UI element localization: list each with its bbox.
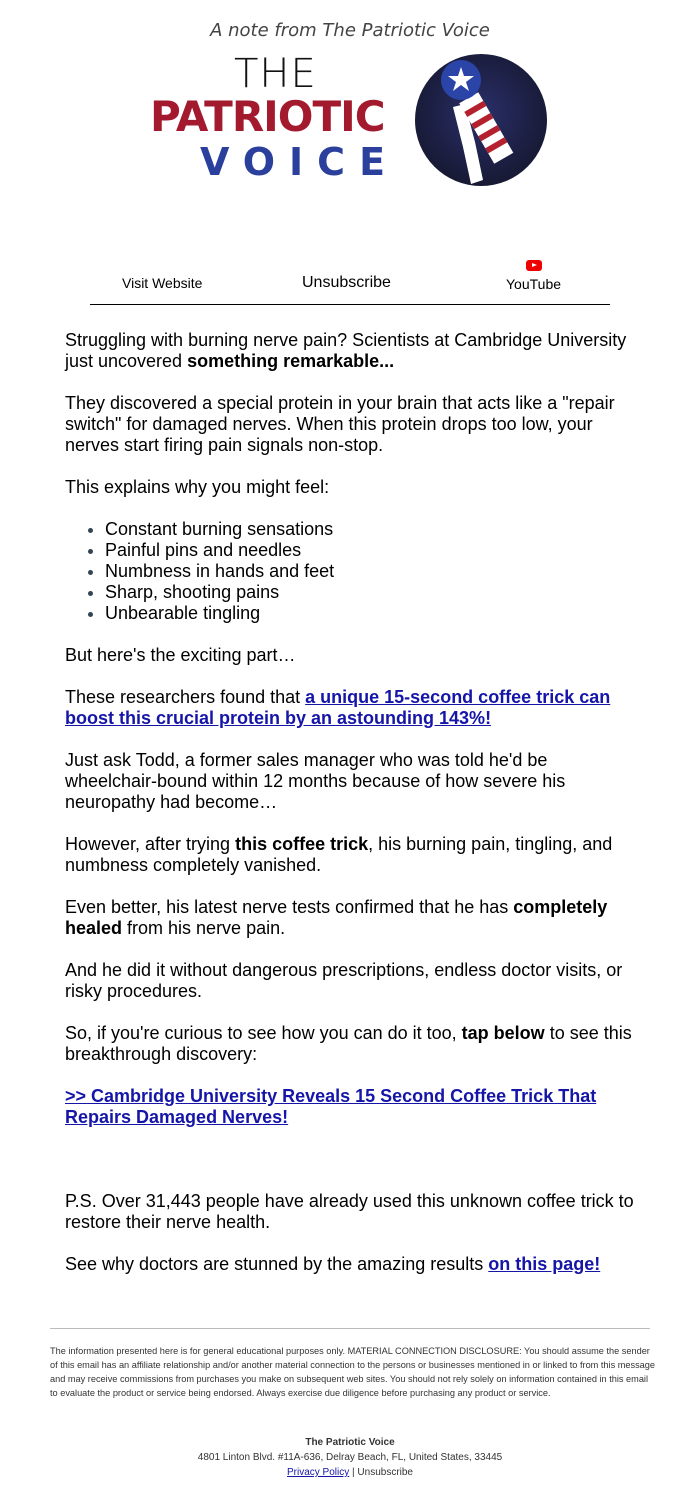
logo [148,51,552,186]
text: Struggling with burning nerve pain? Scientists at Cambridge University just uncovered [65,330,627,371]
paragraph [65,330,640,372]
paragraph: Just ask Todd, a former sales manager who was told he'd be wheelchair-bound within 12 months because of how severe his neuropathy had become… [65,750,566,812]
bold-text: something remarkable... [187,351,395,371]
on-this-page-link[interactable]: on this page! [488,1254,601,1274]
logo-voice: VOICE [200,140,400,184]
list-item: • Unbearable tingling [105,603,640,624]
cta-link[interactable]: >> Cambridge University Reveals 15 Second Coffee Trick That Repairs Damaged Nerves! [65,1086,597,1127]
email-body [65,330,640,1296]
text: See why doctors are stunned by the amazing results [65,1254,489,1274]
list-item: • Sharp, shooting pains [105,582,640,603]
footer-unsubscribe-link[interactable]: Unsubscribe [357,1467,413,1478]
tagline: A note from The Patriotic Voice [210,20,490,41]
address: 4801 Linton Blvd. #11A-636, Delray Beach, FL, United States, 33445 [197,1452,503,1463]
paragraph [65,687,640,729]
paragraph: But here's the exciting part… [65,645,296,665]
paragraph [65,897,640,939]
disclaimer: The information presented here is for general educational purposes only. MATERIAL CONNECTION DISCLOSURE: You should assume the sender of this email has an affiliate relationship and/or another material connection to the persons or businesses mentioned in or linked to from this message and may receive commissions from purchases you make on subsequent web sites. You should not rely solely on information contained in this email to evaluate the product or service being endorsed. Always exercise due diligence before purchasing any product or service. [50,1346,656,1398]
bold-text: this coffee trick [235,834,369,854]
paragraph [65,1086,640,1128]
ps-paragraph: P.S. Over 31,443 people have already used this unknown coffee trick to restore their nerve health. [65,1191,634,1232]
text: to see this breakthrough discovery: [65,1023,632,1064]
list-item: • Numbness in hands and feet [105,561,640,582]
text: So, if you're curious to see how you can do it too, [65,1023,462,1043]
bold-text: completely healed [65,897,608,938]
youtube-icon[interactable] [526,260,542,271]
footer [0,1435,700,1480]
paragraph [65,1023,640,1065]
unsubscribe-link[interactable]: Unsubscribe [302,274,391,291]
nav-bar [90,258,610,305]
separator: | [349,1467,358,1478]
visit-website-link[interactable]: Visit Website [122,275,203,291]
divider [50,1328,650,1329]
company-name: The Patriotic Voice [305,1437,395,1448]
coffee-trick-link[interactable]: a unique 15-second coffee trick can boost this crucial protein by an astounding 143%! [65,687,611,728]
text: from his nerve pain. [122,918,286,938]
logo-patriotic: PATRIOTIC [150,92,385,141]
list-item: • Painful pins and needles [105,540,640,561]
youtube-link[interactable]: YouTube [506,276,562,292]
paragraph [65,834,640,876]
paragraph: They discovered a special protein in your brain that acts like a "repair switch" for damaged nerves. When this protein drops too low, your nerves start firing pain signals non-stop. [65,393,615,455]
symptom-list [65,519,640,624]
bold-text: tap below [461,1023,545,1043]
paragraph: And he did it without dangerous prescriptions, endless doctor visits, or risky procedures. [65,960,623,1001]
paragraph [65,1254,640,1275]
text: Even better, his latest nerve tests confirmed that he has [65,897,514,917]
text: , his burning pain, tingling, and numbness completely vanished. [65,834,613,875]
text: These researchers found that [65,687,306,707]
paragraph: This explains why you might feel: [65,477,330,497]
text: However, after trying [65,834,236,854]
microphone-logo-icon [413,52,549,188]
logo-the: THE [234,51,317,97]
list-item: • Constant burning sensations [105,519,640,540]
footer-links [0,1465,700,1480]
privacy-policy-link[interactable]: Privacy Policy [287,1467,350,1478]
